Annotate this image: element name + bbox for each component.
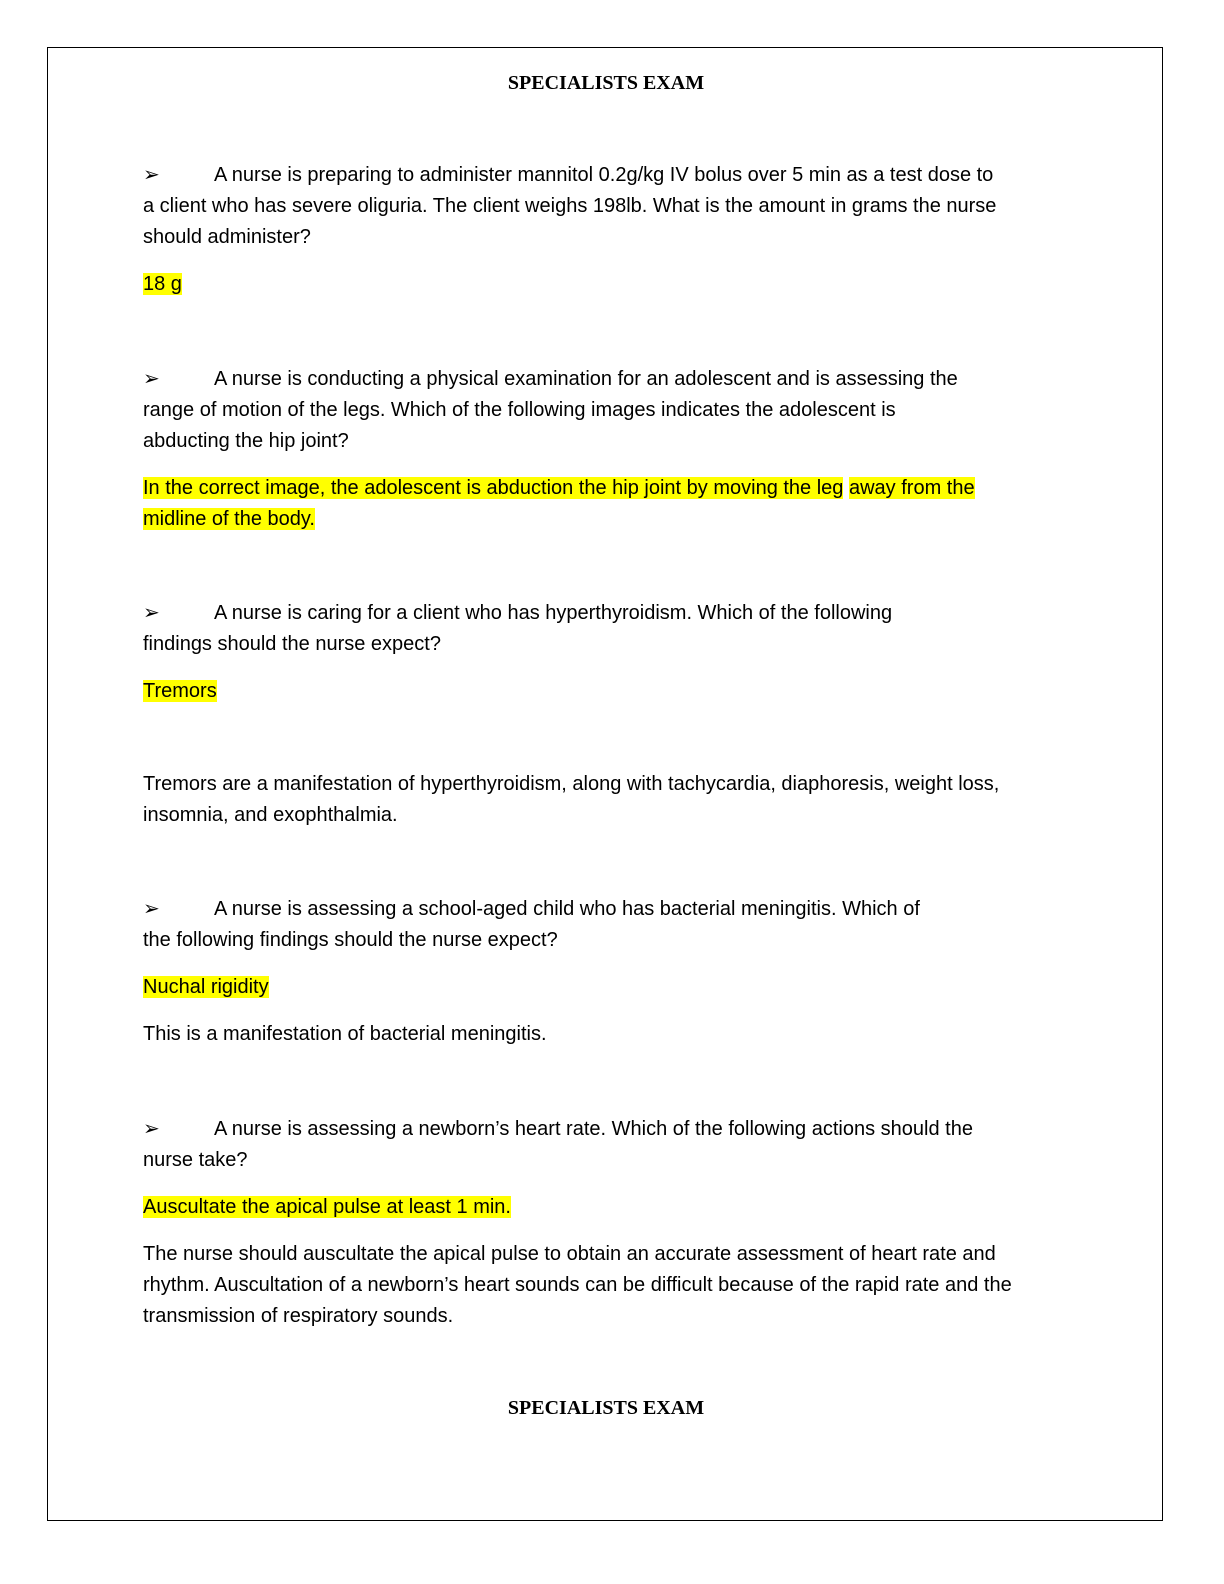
question-4-text-first: A nurse is assessing a school-aged child who has bacterial meningitis. Which of <box>214 898 920 920</box>
explanation-5: The nurse should auscultate the apical pulse to obtain an accurate assessment of heart rate and rhythm. Auscultation of a newborn’s heart sounds can be difficult because of the rapid rate and the transmission of respiratory sounds. <box>143 1243 1012 1327</box>
answer-2-text-part3: midline of the body. <box>143 508 315 530</box>
explanation-4: This is a manifestation of bacterial meningitis. <box>143 1023 547 1045</box>
question-1-text-first: A nurse is preparing to administer mannitol 0.2g/kg IV bolus over 5 min as a test dose to <box>214 164 994 186</box>
question-2-text-first: A nurse is conducting a physical examination for an adolescent and is assessing the <box>214 368 958 390</box>
answer-5 <box>143 1192 1073 1223</box>
answer-3 <box>143 676 1073 707</box>
answer-4-text: Nuchal rigidity <box>143 976 269 998</box>
answer-1-text: 18 g <box>143 273 182 295</box>
question-1-text-rest: a client who has severe oliguria. The client weighs 198lb. What is the amount in grams the nurse should administer? <box>143 195 997 248</box>
question-2-text-rest: range of motion of the legs. Which of the following images indicates the adolescent is abducting the hip joint? <box>143 399 896 452</box>
answer-2-text-part1: In the correct image, the adolescent is abduction the hip joint by moving the leg <box>143 477 844 499</box>
question-3 <box>143 597 1073 660</box>
arrow-bullet-icon: ➢ <box>143 896 160 920</box>
answer-1 <box>143 269 1073 300</box>
question-5 <box>143 1113 1073 1176</box>
answer-2 <box>143 473 1073 535</box>
question-4 <box>143 893 1073 956</box>
answer-3-text: Tremors <box>143 680 217 702</box>
question-2 <box>143 363 1073 457</box>
answer-5-text: Auscultate the apical pulse at least 1 min. <box>143 1196 511 1218</box>
page-header-title: SPECIALISTS EXAM <box>507 72 705 94</box>
question-5-text-first: A nurse is assessing a newborn’s heart rate. Which of the following actions should the <box>214 1118 973 1140</box>
explanation-3: Tremors are a manifestation of hyperthyroidism, along with tachycardia, diaphoresis, weight loss, insomnia, and exophthalmia. <box>143 773 1000 826</box>
arrow-bullet-icon: ➢ <box>143 366 160 390</box>
arrow-bullet-icon: ➢ <box>143 162 160 186</box>
question-5-text-rest: nurse take? <box>143 1149 248 1171</box>
answer-2-text-part2: away from the <box>848 477 975 499</box>
question-1 <box>143 159 1073 253</box>
arrow-bullet-icon: ➢ <box>143 1116 160 1140</box>
answer-4 <box>143 972 1073 1003</box>
question-4-text-rest: the following findings should the nurse expect? <box>143 929 558 951</box>
question-3-text-rest: findings should the nurse expect? <box>143 633 441 655</box>
page-footer-title: SPECIALISTS EXAM <box>507 1397 705 1419</box>
arrow-bullet-icon: ➢ <box>143 600 160 624</box>
question-3-text-first: A nurse is caring for a client who has hyperthyroidism. Which of the following <box>214 602 893 624</box>
